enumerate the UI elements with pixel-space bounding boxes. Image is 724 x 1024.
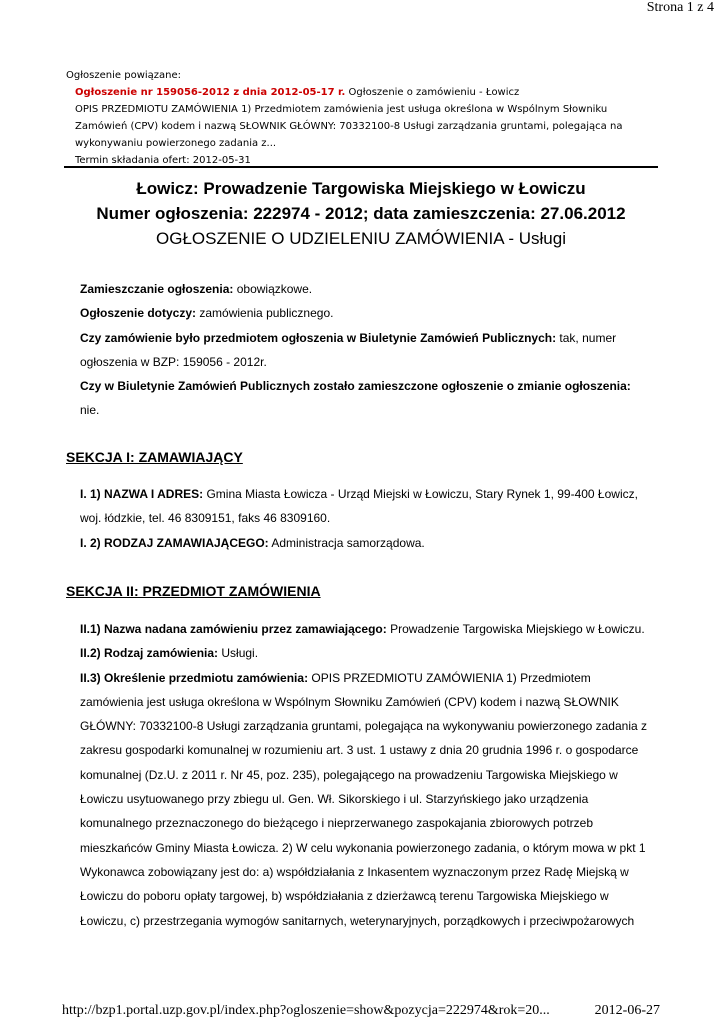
page-title [64, 176, 658, 251]
section-1-block [80, 482, 660, 555]
intro-line-5 [80, 374, 660, 398]
intro-line-2 [80, 301, 660, 325]
related-notice-link[interactable]: Ogłoszenie nr 159056-2012 z dnia 2012-05-17 r. [75, 87, 346, 98]
intro-line-3 [80, 326, 660, 350]
s2-desc-line: GŁÓWNY: 70332100-8 Usługi zarządzania gruntami, polegająca na wykonywaniu powierzonego zadania z [80, 719, 647, 734]
title-line-3: OGŁOSZENIE O UDZIELENIU ZAMÓWIENIA - Usługi [156, 229, 566, 248]
intro-l3-value: tak, numer [556, 330, 617, 345]
intro-block [80, 277, 660, 423]
s2-ii2-value: Usługi. [218, 646, 259, 661]
section-2-heading: SEKCJA II: PRZEDMIOT ZAMÓWIENIA [66, 583, 321, 599]
s2-desc-line: komunalnego przeznaczonego do bieżącego i nieprzerwanego zaspokajania zbiorowych potrzeb [80, 816, 593, 831]
related-notice [66, 67, 666, 169]
intro-l2-value: zamówienia publicznego. [196, 306, 334, 321]
related-line-4: wykonywaniu powierzonego zadania z... [75, 138, 277, 149]
s1-line-3 [80, 531, 660, 555]
s2-desc-line: zamówienia jest usługa określona w Wspólnym Słowniku Zamówień (CPV) kodem i nazwą SŁOWNIK [80, 694, 619, 709]
section-1-heading: SEKCJA I: ZAMAWIAJĄCY [66, 449, 243, 465]
related-line-1 [66, 84, 666, 101]
divider [64, 166, 658, 168]
related-line-3: Zamówień (CPV) kodem i nazwą SŁOWNIK GŁÓWNY: 70332100-8 Usługi zarządzania gruntami, polegająca na [75, 121, 623, 132]
s2-line-2 [80, 641, 660, 665]
intro-line-6: nie. [80, 403, 100, 418]
s2-desc-line: Łowiczu, c) przestrzegania wymogów sanitarnych, weterynaryjnych, porządkowych i przeciwpożarowych [80, 913, 635, 928]
related-link-rest: Ogłoszenie o zamówieniu - Łowicz [345, 87, 520, 98]
intro-l1-value: obowiązkowe. [233, 282, 313, 296]
related-deadline: Termin składania ofert: 2012-05-31 [75, 155, 251, 166]
s2-desc-line: zakresu gospodarki komunalnej w rozumieniu art. 3 ust. 1 ustawy z dnia 20 grudnia 1996 r. o gospodarce [80, 743, 639, 758]
s1-line-2: woj. łódzkie, tel. 46 8309151, faks 46 8309160. [80, 511, 331, 526]
s2-ii1-label: II.1) Nazwa nadana zamówieniu przez zamawiającego: [80, 622, 387, 636]
intro-l5-label: Czy w Biuletynie Zamówień Publicznych zostało zamieszczone ogłoszenie o zmianie ogłoszenia: [80, 379, 631, 394]
intro-l3-label: Czy zamówienie było przedmiotem ogłoszenia w Biuletynie Zamówień Publicznych: [80, 330, 557, 345]
s1-line-1 [80, 482, 660, 506]
s2-ii2-label: II.2) Rodzaj zamówienia: [80, 646, 219, 661]
s2-line-1 [80, 617, 660, 641]
title-line-1: Łowicz: Prowadzenie Targowiska Miejskiego w Łowiczu [136, 179, 586, 198]
s2-desc-line: Wykonawca zobowiązany jest do: a) współdziałania z Inkasentem wyznaczonym przez Radę Miejską w [80, 864, 629, 879]
page-number: Strona 1 z 4 [646, 0, 714, 15]
page-footer [62, 1003, 660, 1019]
footer-url: http://bzp1.portal.uzp.gov.pl/index.php?ogloszenie=show&pozycja=222974&rok=20... [62, 1003, 550, 1018]
s2-ii1-value: Prowadzenie Targowiska Miejskiego w Łowiczu. [386, 622, 645, 636]
s1-i1-label: I. 1) NAZWA I ADRES: [80, 487, 204, 501]
s1-i2-value: Administracja samorządowa. [268, 535, 425, 550]
s2-ii3-value: OPIS PRZEDMIOTU ZAMÓWIENIA 1) Przedmiotem [308, 670, 591, 685]
s2-desc-line: Łowiczu usytuowanego przy zbiegu ul. Gen. Wł. Sikorskiego i ul. Starzyńskiego jako urządzenia [80, 792, 589, 807]
s2-line-3 [80, 666, 660, 690]
s2-desc-line: mieszkańców Gminy Miasta Łowicza. 2) W celu wykonania powierzonego zadania, o którym mowa w pkt 1 [80, 840, 646, 855]
s2-ii3-label: II.3) Określenie przedmiotu zamówienia: [80, 670, 309, 685]
s1-i1-value: Gmina Miasta Łowicza - Urząd Miejski w Łowiczu, Stary Rynek 1, 99-400 Łowicz, [203, 487, 638, 501]
s2-desc-line: komunalnej (Dz.U. z 2011 r. Nr 45, poz. 235), polegającego na prowadzeniu Targowiska Miejskiego w [80, 767, 618, 782]
intro-line-4: ogłoszenia w BZP: 159056 - 2012r. [80, 354, 267, 369]
section-2-block [80, 617, 660, 933]
related-label: Ogłoszenie powiązane: [66, 70, 182, 81]
related-line-2: OPIS PRZEDMIOTU ZAMÓWIENIA 1) Przedmiotem zamówienia jest usługa określona w Wspólnym Słowniku [75, 104, 608, 115]
title-line-2: Numer ogłoszenia: 222974 - 2012; data zamieszczenia: 27.06.2012 [96, 204, 626, 223]
intro-l1-label: Zamieszczanie ogłoszenia: [80, 282, 234, 296]
intro-l2-label: Ogłoszenie dotyczy: [80, 306, 197, 321]
intro-line-1 [80, 277, 660, 301]
s2-desc-line: Łowiczu do poboru opłaty targowej, b) współdziałania z dzierżawcą terenu Targowiska Miejskiego w [80, 889, 609, 904]
footer-date: 2012-06-27 [594, 1003, 660, 1018]
s1-i2-label: I. 2) RODZAJ ZAMAWIAJĄCEGO: [80, 535, 269, 550]
